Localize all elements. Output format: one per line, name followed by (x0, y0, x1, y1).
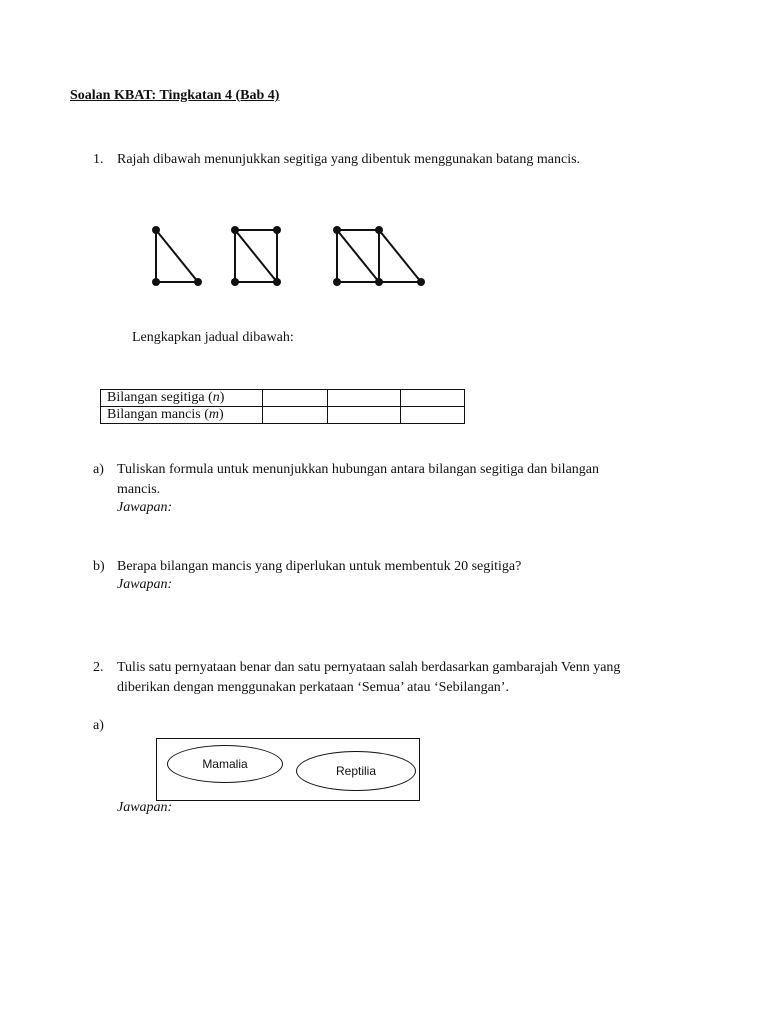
question-1-number: 1. (93, 152, 104, 167)
question-2-text-line2: diberikan dengan menggunakan perkataan ‘Semua’ atau ‘Sebilangan’. (117, 680, 509, 695)
table-cell-empty[interactable] (401, 407, 465, 424)
part-b-answer-label: Jawapan: (117, 577, 173, 592)
match-head (231, 226, 239, 234)
venn-set-label: Mamalia (202, 757, 248, 771)
pattern-table (100, 389, 465, 424)
match-3f (379, 230, 421, 282)
match-3c (337, 230, 379, 282)
venn-set-label: Reptilia (335, 764, 377, 778)
table-row (101, 390, 465, 407)
part-a-text-line1: Tuliskan formula untuk menunjukkan hubungan antara bilangan segitiga dan bilangan (117, 462, 599, 477)
table-cell-empty[interactable] (328, 407, 401, 424)
part-b-text: Berapa bilangan mancis yang diperlukan untuk membentuk 20 segitiga? (117, 559, 522, 574)
venn-diagram-universal-set (156, 738, 420, 801)
q2-part-a-answer-label: Jawapan: (117, 800, 173, 815)
worksheet-title: Soalan KBAT: Tingkatan 4 (Bab 4) (70, 88, 280, 103)
match-head (417, 278, 425, 286)
part-b-label: b) (93, 559, 105, 574)
table-instruction: Lengkapkan jadual dibawah: (132, 330, 294, 345)
match-head (273, 226, 281, 234)
question-2-text-line1: Tulis satu pernyataan benar dan satu pernyataan salah berdasarkan gambarajah Venn yang (117, 660, 621, 675)
row-label-triangles: Bilangan segitiga (n) (101, 390, 263, 407)
part-a-text-line2: mancis. (117, 482, 161, 497)
match-head (333, 278, 341, 286)
question-1-text: Rajah dibawah menunjukkan segitiga yang dibentuk menggunakan batang mancis. (117, 152, 581, 167)
question-2-number: 2. (93, 660, 104, 675)
match-1c (156, 230, 198, 282)
match-head (375, 226, 383, 234)
match-head (152, 278, 160, 286)
table-cell-empty[interactable] (263, 390, 328, 407)
table-cell-empty[interactable] (263, 407, 328, 424)
table-cell-empty[interactable] (401, 390, 465, 407)
table-cell-empty[interactable] (328, 390, 401, 407)
part-a-answer-label: Jawapan: (117, 500, 173, 515)
match-2c (235, 230, 277, 282)
venn-set-mamalia (167, 745, 283, 783)
venn-set-reptilia (296, 751, 416, 791)
q2-part-a-label: a) (93, 718, 104, 733)
match-head (231, 278, 239, 286)
row-label-matches: Bilangan mancis (m) (101, 407, 263, 424)
table-row (101, 407, 465, 424)
match-head (333, 226, 341, 234)
match-head (194, 278, 202, 286)
match-head (375, 278, 383, 286)
part-a-label: a) (93, 462, 104, 477)
match-head (273, 278, 281, 286)
match-head (152, 226, 160, 234)
